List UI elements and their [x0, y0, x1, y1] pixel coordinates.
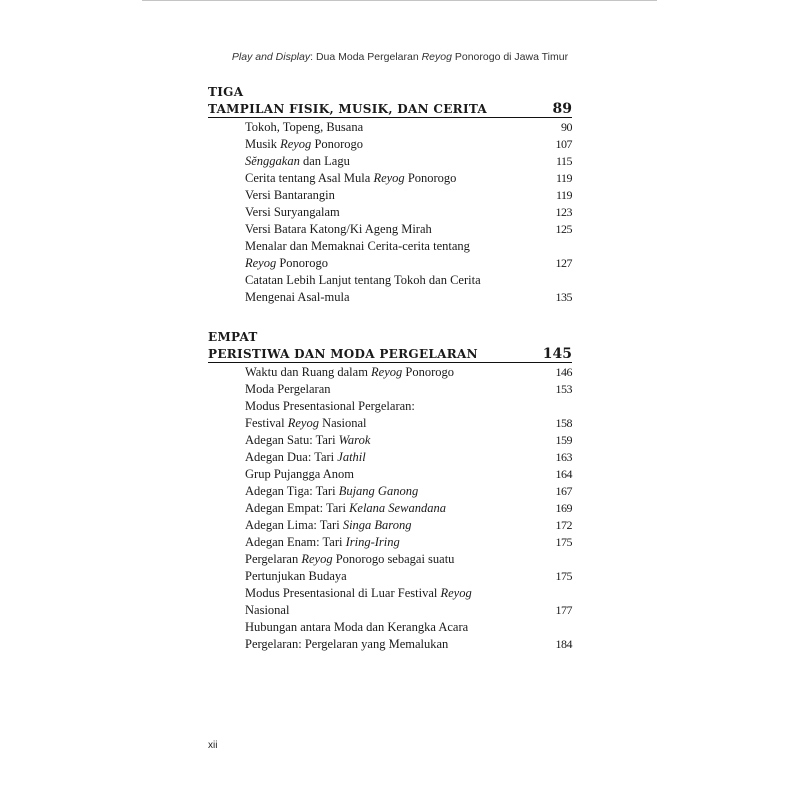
toc-entry — [208, 204, 572, 221]
entry-label-text: Adegan Enam: Tari — [245, 535, 346, 549]
entry-label-text: Adegan Lima: Tari — [245, 518, 343, 532]
page-number: xii — [208, 740, 218, 751]
running-head — [0, 51, 800, 63]
entry-label-italic: Singa Barong — [342, 518, 412, 532]
toc-entry — [208, 381, 572, 398]
entry-label-text: Hubungan antara Moda dan Kerangka Acara — [245, 620, 469, 634]
entry-page-number: 146 — [555, 365, 572, 379]
table-of-contents — [208, 84, 572, 653]
entry-label — [245, 136, 363, 153]
entry-page-number: 177 — [555, 603, 572, 617]
entry-label-text: dan Lagu — [299, 154, 350, 168]
entry-label-text: Ponorogo sebagai suatu — [332, 552, 455, 566]
entry-label-text: Nasional — [245, 603, 290, 617]
entry-label — [245, 534, 400, 551]
entry-label-italic: Kelana Sewandana — [349, 501, 446, 515]
toc-entry — [208, 187, 572, 204]
entry-label — [245, 221, 432, 238]
entry-label-italic: Sĕnggakan — [245, 154, 300, 168]
entry-label — [245, 483, 418, 500]
entry-label-text: Tokoh, Topeng, Busana — [245, 120, 364, 134]
toc-entry — [208, 170, 572, 187]
entry-label — [245, 238, 470, 255]
entry-label — [245, 568, 347, 585]
entry-label-text: Versi Bantarangin — [245, 188, 335, 202]
entry-label-text: Ponorogo — [276, 256, 328, 270]
toc-entry — [208, 238, 572, 255]
entry-label-text: Ponorogo — [402, 365, 455, 379]
entry-label-italic: Reyog — [280, 137, 312, 151]
entry-label-italic: Reyog — [373, 171, 405, 185]
entry-page-number: 153 — [555, 382, 572, 396]
running-head-subtitle: : Dua Moda Pergelaran — [310, 51, 422, 63]
toc-entry — [208, 272, 572, 289]
toc-entry — [208, 500, 572, 517]
entry-page-number: 135 — [555, 290, 572, 304]
running-head-reyog: Reyog — [421, 51, 452, 63]
entry-page-number: 115 — [555, 154, 572, 168]
entry-label-text: Modus Presentasional di Luar Festival — [245, 586, 441, 600]
part-label: EMPAT — [208, 330, 258, 344]
entry-page-number: 184 — [555, 637, 572, 651]
toc-entry — [208, 153, 572, 170]
toc-entry — [208, 432, 572, 449]
entry-label-text: Adegan Dua: Tari — [245, 450, 338, 464]
entry-label-italic: Reyog — [371, 365, 403, 379]
entry-page-number: 119 — [555, 171, 572, 185]
entry-label — [245, 585, 472, 602]
toc-entry — [208, 415, 572, 432]
toc-entry — [208, 568, 572, 585]
entry-label-italic: Bujang Ganong — [338, 484, 419, 498]
toc-entry — [208, 119, 572, 136]
part-label: TIGA — [208, 85, 244, 99]
toc-entry — [208, 602, 572, 619]
entry-page-number: 167 — [555, 484, 572, 498]
toc-entry — [208, 619, 572, 636]
entry-label-text: Pertunjukan Budaya — [245, 569, 347, 583]
entry-label-text: Pergelaran: Pergelaran yang Memalukan — [245, 637, 449, 651]
entry-label-italic: Reyog — [287, 416, 319, 430]
entry-label-text: Grup Pujangga Anom — [245, 467, 355, 481]
entry-label — [245, 415, 367, 432]
running-head-subtitle-end: Ponorogo di Jawa Timur — [451, 51, 569, 63]
entry-label-text: Versi Batara Katong/Ki Ageng Mirah — [245, 222, 432, 236]
entry-label-italic: Iring-Iring — [345, 535, 400, 549]
entry-label-text: Menalar dan Memaknai Cerita-cerita tentang — [245, 239, 470, 253]
entry-label-italic: Warok — [338, 433, 371, 447]
entry-label — [245, 170, 456, 187]
running-head-title: Play and Display — [231, 51, 311, 63]
entry-page-number: 175 — [555, 569, 572, 583]
entry-label — [245, 500, 446, 517]
entry-label-text: Cerita tentang Asal Mula — [245, 171, 374, 185]
chapter-page-number: 145 — [542, 346, 572, 362]
entry-page-number: 172 — [555, 518, 572, 532]
entry-page-number: 125 — [555, 222, 572, 236]
entry-page-number: 163 — [555, 450, 572, 464]
entry-label-text: Adegan Empat: Tari — [245, 501, 350, 515]
entry-page-number: 164 — [555, 467, 572, 481]
entry-page-number: 159 — [555, 433, 572, 447]
entry-page-number: 175 — [555, 535, 572, 549]
entry-label — [245, 381, 331, 398]
entry-label-text: Waktu dan Ruang dalam — [245, 365, 372, 379]
toc-entry — [208, 364, 572, 381]
entry-label — [245, 255, 328, 272]
entry-page-number: 127 — [555, 256, 572, 270]
toc-entry — [208, 551, 572, 568]
entry-label-text: Moda Pergelaran — [245, 382, 331, 396]
entry-label — [245, 119, 363, 136]
entry-page-number: 107 — [555, 137, 572, 151]
toc-entry — [208, 449, 572, 466]
entry-label — [245, 602, 289, 619]
entry-label — [245, 551, 454, 568]
entry-label-text: Nasional — [318, 416, 367, 430]
toc-entry — [208, 398, 572, 415]
entry-label — [245, 204, 340, 221]
section-spacer — [208, 306, 572, 329]
entry-label-text: Adegan Satu: Tari — [245, 433, 339, 447]
chapter-title — [208, 346, 572, 363]
entry-label-text: Versi Suryangalam — [245, 205, 340, 219]
toc-entry — [208, 636, 572, 653]
toc-entry — [208, 517, 572, 534]
entry-label-text: Ponorogo — [311, 137, 364, 151]
entry-label — [245, 187, 335, 204]
entry-label-italic: Reyog — [301, 552, 333, 566]
entry-list — [208, 119, 572, 306]
entry-label-italic: Reyog — [440, 586, 472, 600]
entry-label — [245, 272, 481, 289]
entry-label-text: Modus Presentasional Pergelaran: — [245, 399, 415, 413]
entry-label-text: Pergelaran — [245, 552, 302, 566]
toc-entry — [208, 466, 572, 483]
entry-label — [245, 449, 366, 466]
entry-page-number: 90 — [561, 120, 572, 134]
entry-label-italic: Reyog — [245, 256, 277, 270]
chapter-title-text: TAMPILAN FISIK, MUSIK, DAN CERITA — [208, 102, 488, 116]
toc-entry — [208, 289, 572, 306]
entry-label-text: Catatan Lebih Lanjut tentang Tokoh dan Cerita — [245, 273, 481, 287]
toc-entry — [208, 534, 572, 551]
entry-page-number: 123 — [555, 205, 572, 219]
top-rule — [142, 0, 657, 1]
entry-label-text: Musik — [245, 137, 281, 151]
entry-label — [245, 432, 370, 449]
entry-page-number: 119 — [555, 188, 572, 202]
entry-label-text: Mengenai Asal-mula — [245, 290, 350, 304]
entry-label — [245, 153, 350, 170]
entry-label-text: Adegan Tiga: Tari — [245, 484, 339, 498]
toc-entry — [208, 255, 572, 272]
entry-page-number: 158 — [555, 416, 572, 430]
entry-page-number: 169 — [555, 501, 572, 515]
entry-label-italic: Jathil — [337, 450, 366, 464]
entry-label — [245, 398, 415, 415]
entry-list — [208, 364, 572, 653]
entry-label — [245, 466, 354, 483]
chapter-page-number: 89 — [552, 101, 572, 117]
toc-entry — [208, 585, 572, 602]
toc-entry — [208, 136, 572, 153]
entry-label — [245, 517, 411, 534]
entry-label — [245, 619, 468, 636]
entry-label-text: Ponorogo — [404, 171, 457, 185]
entry-label-text: Festival — [245, 416, 288, 430]
chapter-title — [208, 101, 572, 118]
chapter-title-text: PERISTIWA DAN MODA PERGELARAN — [208, 347, 478, 361]
toc-entry — [208, 483, 572, 500]
entry-label — [245, 636, 448, 653]
toc-entry — [208, 221, 572, 238]
entry-label — [245, 364, 454, 381]
entry-label — [245, 289, 350, 306]
